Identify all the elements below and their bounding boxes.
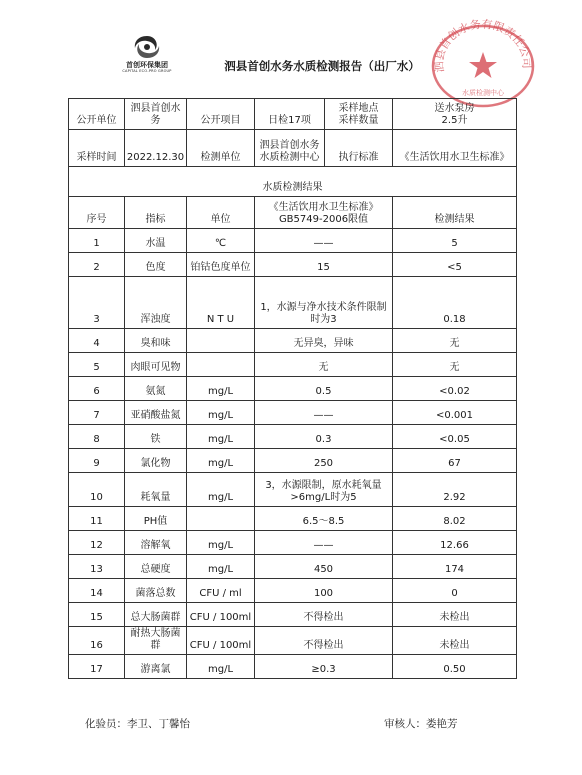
row-result: 67: [393, 449, 517, 473]
row-limit: ——: [255, 531, 393, 555]
value-sampling-qty-text: 2.5升: [441, 115, 468, 126]
col-limit-line1: 《生活饮用水卫生标准》: [268, 202, 379, 213]
row-limit: ——: [255, 229, 393, 253]
row-limit: 无: [255, 353, 393, 377]
row-unit: CFU / 100ml: [187, 627, 255, 655]
row-result: 无: [393, 329, 517, 353]
logo-text-en: CAPITAL ECO-PRO GROUP: [122, 69, 172, 73]
row-item: 耐热大肠菌群: [125, 627, 187, 655]
row-item: PH值: [125, 507, 187, 531]
row-limit: 100: [255, 579, 393, 603]
table-row: [69, 603, 517, 627]
row-result: <0.001: [393, 401, 517, 425]
swirl-logo-icon: [132, 34, 162, 60]
row-item: 铁: [125, 425, 187, 449]
table-row: [69, 555, 517, 579]
row-no: 5: [69, 353, 125, 377]
row-unit: [187, 353, 255, 377]
row-unit: mg/L: [187, 555, 255, 579]
row-no: 9: [69, 449, 125, 473]
row-unit: mg/L: [187, 401, 255, 425]
row-limit: 0.5: [255, 377, 393, 401]
row-item: 游离氯: [125, 655, 187, 679]
table-row: [69, 229, 517, 253]
row-result: 0.50: [393, 655, 517, 679]
section-title: 水质检测结果: [69, 167, 517, 197]
value-sampling-time: 2022.12.30: [125, 130, 187, 167]
row-result: <0.02: [393, 377, 517, 401]
row-result: 2.92: [393, 473, 517, 507]
label-sampling-qty-text: 采样数量: [338, 115, 379, 126]
label-test-unit: 检测单位: [187, 130, 255, 167]
row-no: 6: [69, 377, 125, 401]
water-quality-table: [68, 98, 517, 679]
row-unit: 铂钴色度单位: [187, 253, 255, 277]
label-sampling-site: [325, 99, 393, 130]
row-limit: 无异臭，异味: [255, 329, 393, 353]
col-item: 指标: [125, 197, 187, 229]
row-result: 8.02: [393, 507, 517, 531]
report-title: 泗县首创水务水质检测报告（出厂水）: [224, 59, 420, 73]
row-no: 7: [69, 401, 125, 425]
row-result: 12.66: [393, 531, 517, 555]
value-publish-item: 日检17项: [255, 99, 325, 130]
label-sampling-time: 采样时间: [69, 130, 125, 167]
table-row: [69, 253, 517, 277]
row-limit: 450: [255, 555, 393, 579]
value-publish-unit: 泗县首创水务: [125, 99, 187, 130]
row-unit: mg/L: [187, 531, 255, 555]
row-result: 无: [393, 353, 517, 377]
stamp-center-text: 水质检测中心: [462, 89, 504, 97]
row-no: 3: [69, 277, 125, 329]
row-item: 臭和味: [125, 329, 187, 353]
table-row: [69, 329, 517, 353]
table-row: [69, 473, 517, 507]
column-header-row: [69, 197, 517, 229]
row-result: 174: [393, 555, 517, 579]
table-row: [69, 531, 517, 555]
row-no: 10: [69, 473, 125, 507]
row-result: 0.18: [393, 277, 517, 329]
row-item: 亚硝酸盐氮: [125, 401, 187, 425]
value-sampling-site: [393, 99, 517, 130]
col-result: 检测结果: [393, 197, 517, 229]
row-unit: mg/L: [187, 425, 255, 449]
row-limit: 1，水源与净水技术条件限制时为3: [255, 277, 393, 329]
row-no: 14: [69, 579, 125, 603]
row-unit: N T U: [187, 277, 255, 329]
row-limit: 不得检出: [255, 627, 393, 655]
value-test-unit-line2: 水质检测中心: [259, 152, 320, 163]
label-publish-item: 公开项目: [187, 99, 255, 130]
label-standard: 执行标准: [325, 130, 393, 167]
row-limit: ——: [255, 401, 393, 425]
row-unit: CFU / 100ml: [187, 603, 255, 627]
table-row: [69, 449, 517, 473]
row-limit: 6.5～8.5: [255, 507, 393, 531]
table-row: [69, 627, 517, 655]
logo-text-cn: 首创环保集团: [126, 61, 168, 69]
header-row-1: [69, 99, 517, 130]
row-result: 5: [393, 229, 517, 253]
row-item: 总大肠菌群: [125, 603, 187, 627]
row-item: 溶解氧: [125, 531, 187, 555]
stamp-ring-text: 泗县首创水务有限责任公司: [432, 17, 534, 73]
tester-signature: 化验员：李卫、丁馨怡: [85, 718, 190, 730]
official-seal-stamp: [424, 14, 542, 108]
row-unit: CFU / ml: [187, 579, 255, 603]
col-limit-line2: GB5749-2006限值: [278, 214, 369, 225]
table-row: [69, 507, 517, 531]
row-item: 氯化物: [125, 449, 187, 473]
row-no: 12: [69, 531, 125, 555]
value-test-unit-line1: 泗县首创水务: [259, 140, 320, 151]
row-item: 肉眼可见物: [125, 353, 187, 377]
row-no: 4: [69, 329, 125, 353]
label-sampling-site-text: 采样地点: [338, 103, 379, 114]
row-no: 2: [69, 253, 125, 277]
table-row: [69, 401, 517, 425]
table-row: [69, 353, 517, 377]
label-publish-unit: 公开单位: [69, 99, 125, 130]
table-row: [69, 579, 517, 603]
table-row: [69, 377, 517, 401]
row-item: 菌落总数: [125, 579, 187, 603]
row-item: 水温: [125, 229, 187, 253]
value-standard: 《生活饮用水卫生标准》: [393, 130, 517, 167]
row-limit: 250: [255, 449, 393, 473]
table-row: [69, 277, 517, 329]
row-result: <0.05: [393, 425, 517, 449]
row-no: 13: [69, 555, 125, 579]
row-no: 15: [69, 603, 125, 627]
row-unit: mg/L: [187, 473, 255, 507]
col-unit: 单位: [187, 197, 255, 229]
value-test-unit: [255, 130, 325, 167]
row-limit: 15: [255, 253, 393, 277]
row-limit: 0.3: [255, 425, 393, 449]
value-sampling-site-text: 送水泵房: [434, 103, 475, 114]
row-result: <5: [393, 253, 517, 277]
col-limit: [255, 197, 393, 229]
row-unit: ℃: [187, 229, 255, 253]
row-no: 16: [69, 627, 125, 655]
row-limit: 3，水源限制，原水耗氧量>6mg/L时为5: [255, 473, 393, 507]
star-icon: [469, 52, 497, 78]
row-item: 浑浊度: [125, 277, 187, 329]
table-row: [69, 425, 517, 449]
header-row-2: [69, 130, 517, 167]
row-limit: 不得检出: [255, 603, 393, 627]
row-no: 1: [69, 229, 125, 253]
reviewer-signature: 审核人：娄艳芳: [384, 718, 458, 730]
row-result: 未检出: [393, 627, 517, 655]
row-unit: [187, 507, 255, 531]
row-item: 色度: [125, 253, 187, 277]
row-result: 未检出: [393, 603, 517, 627]
section-title-row: [69, 167, 517, 197]
row-no: 8: [69, 425, 125, 449]
row-result: 0: [393, 579, 517, 603]
table-row: [69, 655, 517, 679]
row-unit: [187, 329, 255, 353]
company-logo: [112, 34, 182, 78]
row-item: 总硬度: [125, 555, 187, 579]
row-unit: mg/L: [187, 655, 255, 679]
row-no: 17: [69, 655, 125, 679]
row-limit: ≥0.3: [255, 655, 393, 679]
row-unit: mg/L: [187, 449, 255, 473]
row-item: 耗氧量: [125, 473, 187, 507]
row-unit: mg/L: [187, 377, 255, 401]
col-no: 序号: [69, 197, 125, 229]
row-item: 氨氮: [125, 377, 187, 401]
row-no: 11: [69, 507, 125, 531]
